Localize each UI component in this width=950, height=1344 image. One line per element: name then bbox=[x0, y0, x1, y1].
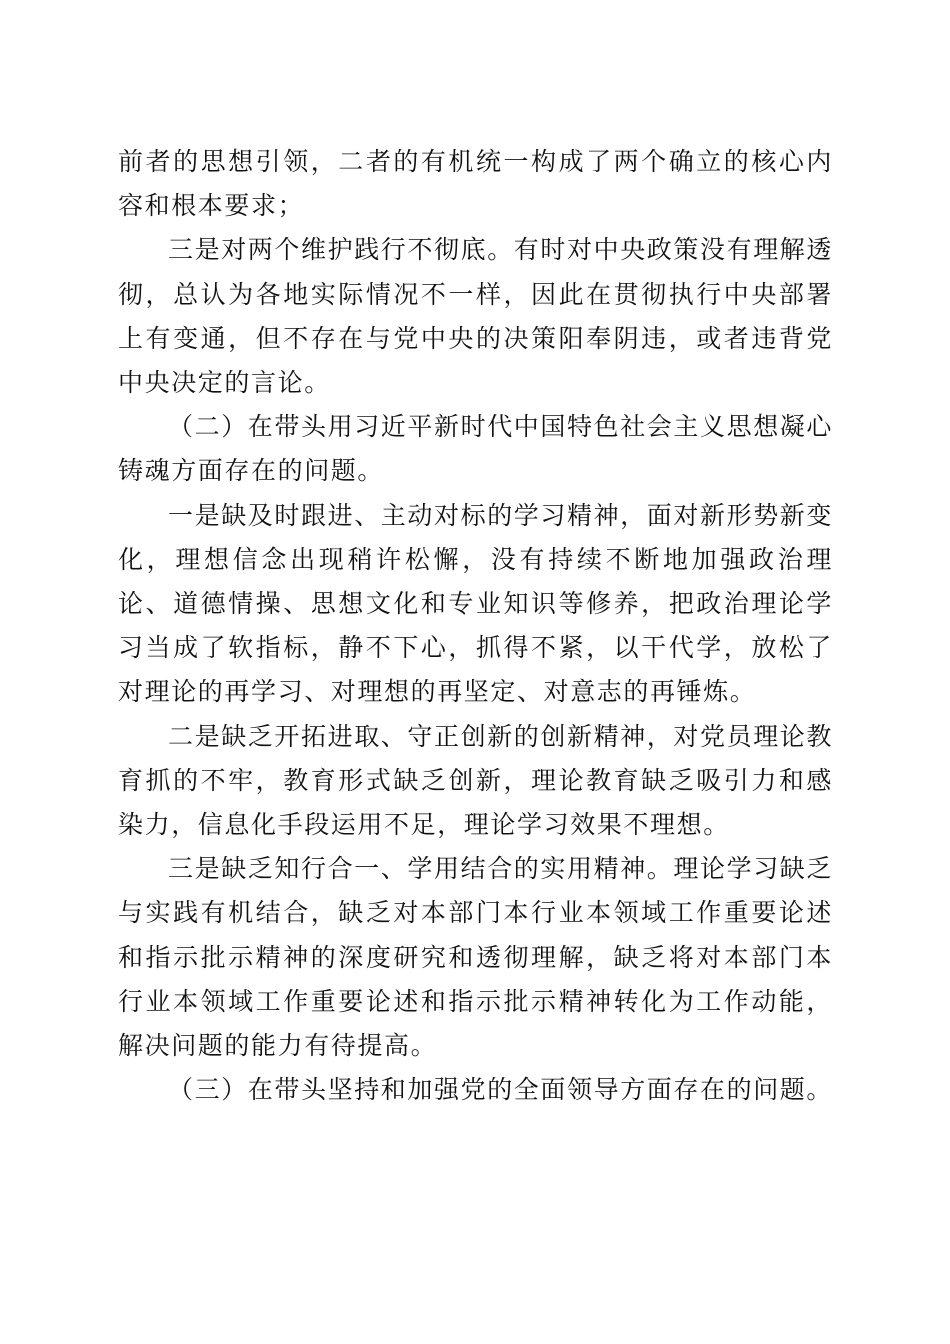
paragraph-point-three: 三是对两个维护践行不彻底。有时对中央政策没有理解透彻，总认为各地实际情况不一样，因此在贯彻执行中央部署上有变通，但不存在与党中央的决策阳奉阴违，或者违背党中央决定的言论。 bbox=[118, 235, 834, 398]
paragraph-point-one: 一是缺及时跟进、主动对标的学习精神，面对新形势新变化，理想信念出现稍许松懈，没有持续不断地加强政治理论、道德情操、思想文化和专业知识等修养，把政治理论学习当成了软指标，静不下心，抓得不紧，以干代学，放松了对理论的再学习、对理想的再坚定、对意志的再锤炼。 bbox=[118, 500, 834, 707]
section-heading-three: （三）在带头坚持和加强党的全面领导方面存在的问题。 bbox=[168, 1075, 834, 1105]
paragraph-point-two: 二是缺乏开拓进取、守正创新的创新精神，对党员理论教育抓的不牢，教育形式缺乏创新，理论教育缺乏吸引力和感染力，信息化手段运用不足，理论学习效果不理想。 bbox=[118, 721, 834, 840]
paragraph-point-three-b: 三是缺乏知行合一、学用结合的实用精神。理论学习缺乏与实践有机结合，缺乏对本部门本行业本领域工作重要论述和指示批示精神的深度研究和透彻理解，缺乏将对本部门本行业本领域工作重要论述和指示批示精神转化为工作动能，解决问题的能力有待提高。 bbox=[118, 854, 834, 1061]
section-heading-two: （二）在带头用习近平新时代中国特色社会主义思想凝心铸魂方面存在的问题。 bbox=[118, 412, 834, 486]
document-body bbox=[118, 140, 833, 1112]
paragraph-continuation: 前者的思想引领，二者的有机统一构成了两个确立的核心内容和根本要求； bbox=[118, 147, 833, 221]
